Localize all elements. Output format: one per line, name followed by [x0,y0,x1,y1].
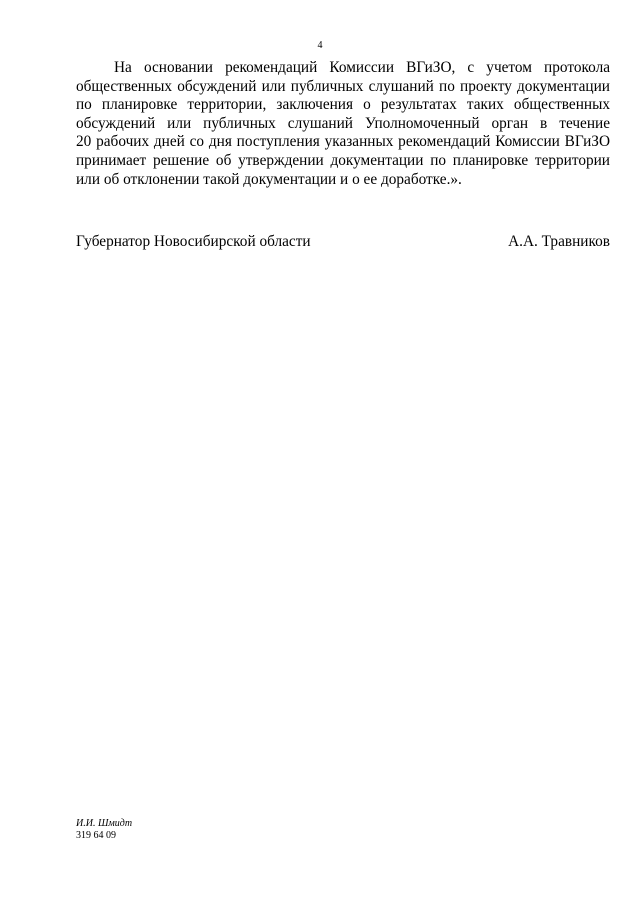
body-paragraph [76,59,610,189]
page-number: 4 [317,40,323,51]
body-line: или об отклонении такой документации и о ее доработке.». [76,170,462,188]
body-line: общественных обсуждений или публичных слушаний по проекту документации [76,77,610,95]
executor-name: И.И. Шмидт [76,818,133,829]
signatory-name: А.А. Травников [508,233,610,250]
executor-phone: 319 64 09 [76,830,116,841]
body-line: по планировке территории, заключения о результатах таких общественных [76,96,610,114]
signature-block [76,233,610,251]
executor-note [76,818,132,842]
body-line: На основании рекомендаций Комиссии ВГиЗО, с учетом протокола [114,59,610,76]
body-line: принимает решение об утверждении документации по планировке территории [76,151,610,169]
body-line: 20 рабочих дней со дня поступления указанных рекомендаций Комиссии ВГиЗО [76,133,610,151]
body-line: обсуждений или публичных слушаний Уполномоченный орган в течение [76,114,610,132]
signatory-position: Губернатор Новосибирской области [76,233,311,250]
